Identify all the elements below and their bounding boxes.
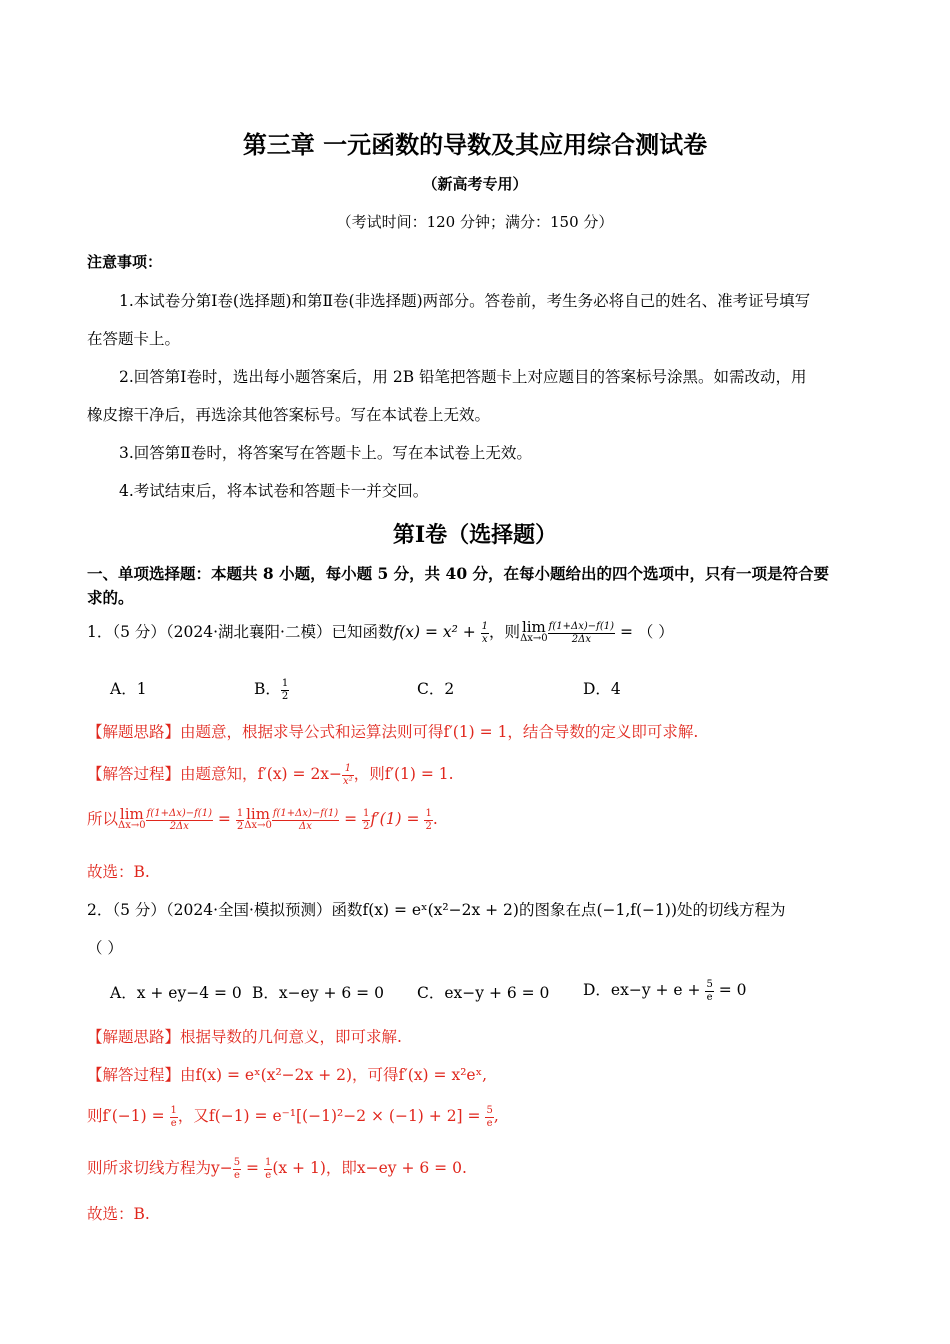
- q2-tan-num: 5: [233, 1156, 241, 1168]
- q1-optb-num: 1: [281, 677, 289, 689]
- q2-solution-process: [87, 1063, 487, 1085]
- q1-so-half-den: 2: [236, 820, 244, 832]
- section-title: 第Ⅰ卷（选择题）: [392, 522, 558, 548]
- q2-then-den2: e: [486, 1117, 493, 1129]
- q1-lim-num: f(1+Δx)−f(1): [548, 620, 615, 632]
- q1-solution-limit: 所以 lim Δx→0 $\frac{f(1+\Delta x)-f(1)}{2\Delta x}$ = $\frac{1}{2}$ lim Δx→0 $\frac{f(1+\Delta x)-f(1)}{\Delta x}$ = $\frac{1}{2}$ f′(1) = $\frac{1}{2}$ .: [87, 805, 438, 832]
- q2-solution-tangent: [87, 1156, 467, 1182]
- q1-function: f(x) = x² +: [393, 623, 481, 641]
- document-title: 第三章 一元函数的导数及其应用综合测试卷: [242, 130, 708, 159]
- q2-tan-c: (x + 1)，即x−ey + 6 = 0.: [272, 1159, 467, 1177]
- q1-so-half-den3: 2: [425, 820, 432, 832]
- q1-so-eq2: =: [339, 810, 363, 828]
- q2-optd-a: D．ex−y + e +: [583, 981, 706, 999]
- q1-so-prefix: 所以: [87, 810, 119, 828]
- q2-tan-den2: e: [265, 1169, 272, 1181]
- q1-so-half-den2: 2: [363, 820, 370, 832]
- notice-3: 3.回答第Ⅱ卷时，将答案写在答题卡上。写在本试卷上无效。: [119, 444, 532, 462]
- q1-answer: 故选：B.: [87, 863, 150, 881]
- q1-idea-tag: 【解题思路】: [87, 723, 181, 741]
- question-2-paren: （ ）: [87, 939, 123, 957]
- q2-proc-tag: 【解答过程】: [87, 1066, 181, 1084]
- notice-1-cont: 在答题卡上。: [87, 330, 181, 348]
- q1-so-tail2: .: [432, 810, 438, 828]
- q1-proc-frac-den: x²: [343, 775, 353, 787]
- document-subtitle: （新高考专用）: [422, 175, 528, 193]
- q1-lim-den: 2Δx: [571, 633, 591, 645]
- q2-then-b: ，又f(−1) = e⁻¹[(−1)²−2 × (−1) + 2] =: [177, 1107, 486, 1125]
- q1-solution-process: [87, 762, 454, 788]
- q1-optb-den: 2: [281, 690, 289, 702]
- q1-option-b-label: B．: [254, 680, 281, 698]
- q2-then-num2: 5: [486, 1104, 493, 1116]
- q2-optd-num: 5: [706, 978, 713, 990]
- q1-idea-text: 由题意，根据求导公式和运算法则可得f′(1) = 1，结合导数的定义即可求解.: [180, 723, 699, 741]
- q1-so-num2: f(1+Δx)−f(1): [272, 807, 339, 819]
- q1-solution-idea: [87, 720, 698, 742]
- q1-frac-num: 1: [481, 620, 489, 632]
- q2-answer: 故选：B.: [87, 1205, 150, 1223]
- q1-lim-sub: Δx→0: [520, 633, 548, 644]
- q1-limit: lim Δx→0: [520, 618, 548, 644]
- q1-option-c: C．2: [417, 680, 455, 698]
- q2-option-c: C．ex−y + 6 = 0: [417, 984, 550, 1002]
- q2-optd-den: e: [706, 991, 713, 1003]
- notice-1: 1.本试卷分第Ⅰ卷(选择题)和第Ⅱ卷(非选择题)两部分。答卷前，考生务必将自己的姓名、准考证号填写: [119, 292, 811, 310]
- q1-so-eq1: =: [212, 810, 236, 828]
- q1-so-lim-sub2: Δx→0: [244, 820, 272, 831]
- q1-proc-frac-num: 1: [342, 763, 354, 776]
- q1-so-half-num2: 1: [363, 807, 370, 819]
- q1-proc-a: 由题意知，f′(x) = 2x−: [180, 765, 343, 783]
- q2-option-d: [583, 978, 747, 1004]
- q2-then-a: 则f′(−1) =: [87, 1107, 170, 1125]
- q2-idea-text: 根据导数的几何意义，即可求解.: [180, 1028, 402, 1046]
- part-heading-cont: 求的。: [87, 588, 134, 607]
- q1-proc-tag: 【解答过程】: [87, 765, 181, 783]
- q2-idea-tag: 【解题思路】: [87, 1028, 181, 1046]
- q1-frac-den: x: [482, 633, 488, 645]
- q1-option-a: A．1: [110, 680, 147, 698]
- q2-then-c: ,: [493, 1107, 499, 1125]
- notice-4: 4.考试结束后，将本试卷和答题卡一并交回。: [119, 482, 429, 500]
- q2-then-num: 1: [170, 1104, 177, 1116]
- q1-mid: ，则: [489, 623, 521, 641]
- q1-lim-fraction: [548, 621, 615, 646]
- q1-so-half-num3: 1: [425, 807, 432, 819]
- question-2: 2．（5 分）（2024·全国·模拟预测）函数f(x) = eˣ(x²−2x + 2)的图象在点(−1,f(−1))处的切线方程为: [87, 901, 786, 919]
- q1-so-den1: 2Δx: [169, 820, 189, 832]
- exam-time-info: （考试时间：120 分钟；满分：150 分）: [336, 213, 614, 231]
- q1-so-lim-sub: Δx→0: [118, 820, 146, 831]
- q1-fraction: [481, 621, 489, 646]
- q1-so-tail1: f′(1) =: [370, 810, 425, 828]
- q2-solution-derivative: [87, 1104, 499, 1130]
- notice-2-cont: 橡皮擦干净后，再选涂其他答案标号。写在本试卷上无效。: [87, 406, 491, 424]
- q2-tan-num2: 1: [264, 1156, 272, 1168]
- q2-tan-a: 则所求切线方程为y−: [87, 1159, 233, 1177]
- q1-so-half-num: 1: [236, 807, 244, 819]
- notice-2: 2.回答第Ⅰ卷时，选出每小题答案后，用 2B 铅笔把答题卡上对应题目的答案标号涂黑。如需改动，用: [119, 368, 807, 386]
- question-1: [87, 620, 674, 646]
- q2-solution-idea: [87, 1025, 402, 1047]
- q2-option-a: A．x + ey−4 = 0: [110, 984, 242, 1002]
- q1-proc-b: ，则f′(1) = 1.: [353, 765, 454, 783]
- q1-option-b: [254, 677, 289, 703]
- part-heading: 一、单项选择题：本题共 8 小题，每小题 5 分，共 40 分，在每小题给出的四个选项中，只有一项是符合要: [87, 564, 830, 583]
- q1-prefix: 1．（5 分）（2024·湖北襄阳·二模）已知函数: [87, 623, 394, 641]
- q1-tail: = （ ）: [615, 623, 674, 641]
- q1-option-d: D．4: [583, 680, 621, 698]
- q1-so-num1: f(1+Δx)−f(1): [146, 807, 212, 819]
- notice-heading: 注意事项：: [87, 253, 163, 271]
- q2-tan-den: e: [233, 1169, 240, 1181]
- q2-proc-text: 由f(x) = eˣ(x²−2x + 2)，可得f′(x) = x²eˣ,: [180, 1066, 488, 1084]
- q2-tan-b: =: [241, 1159, 264, 1177]
- q2-optd-b: = 0: [713, 981, 747, 999]
- q2-option-b: B．x−ey + 6 = 0: [252, 984, 384, 1002]
- q2-then-den: e: [170, 1117, 177, 1129]
- q1-so-den2: Δx: [299, 820, 312, 832]
